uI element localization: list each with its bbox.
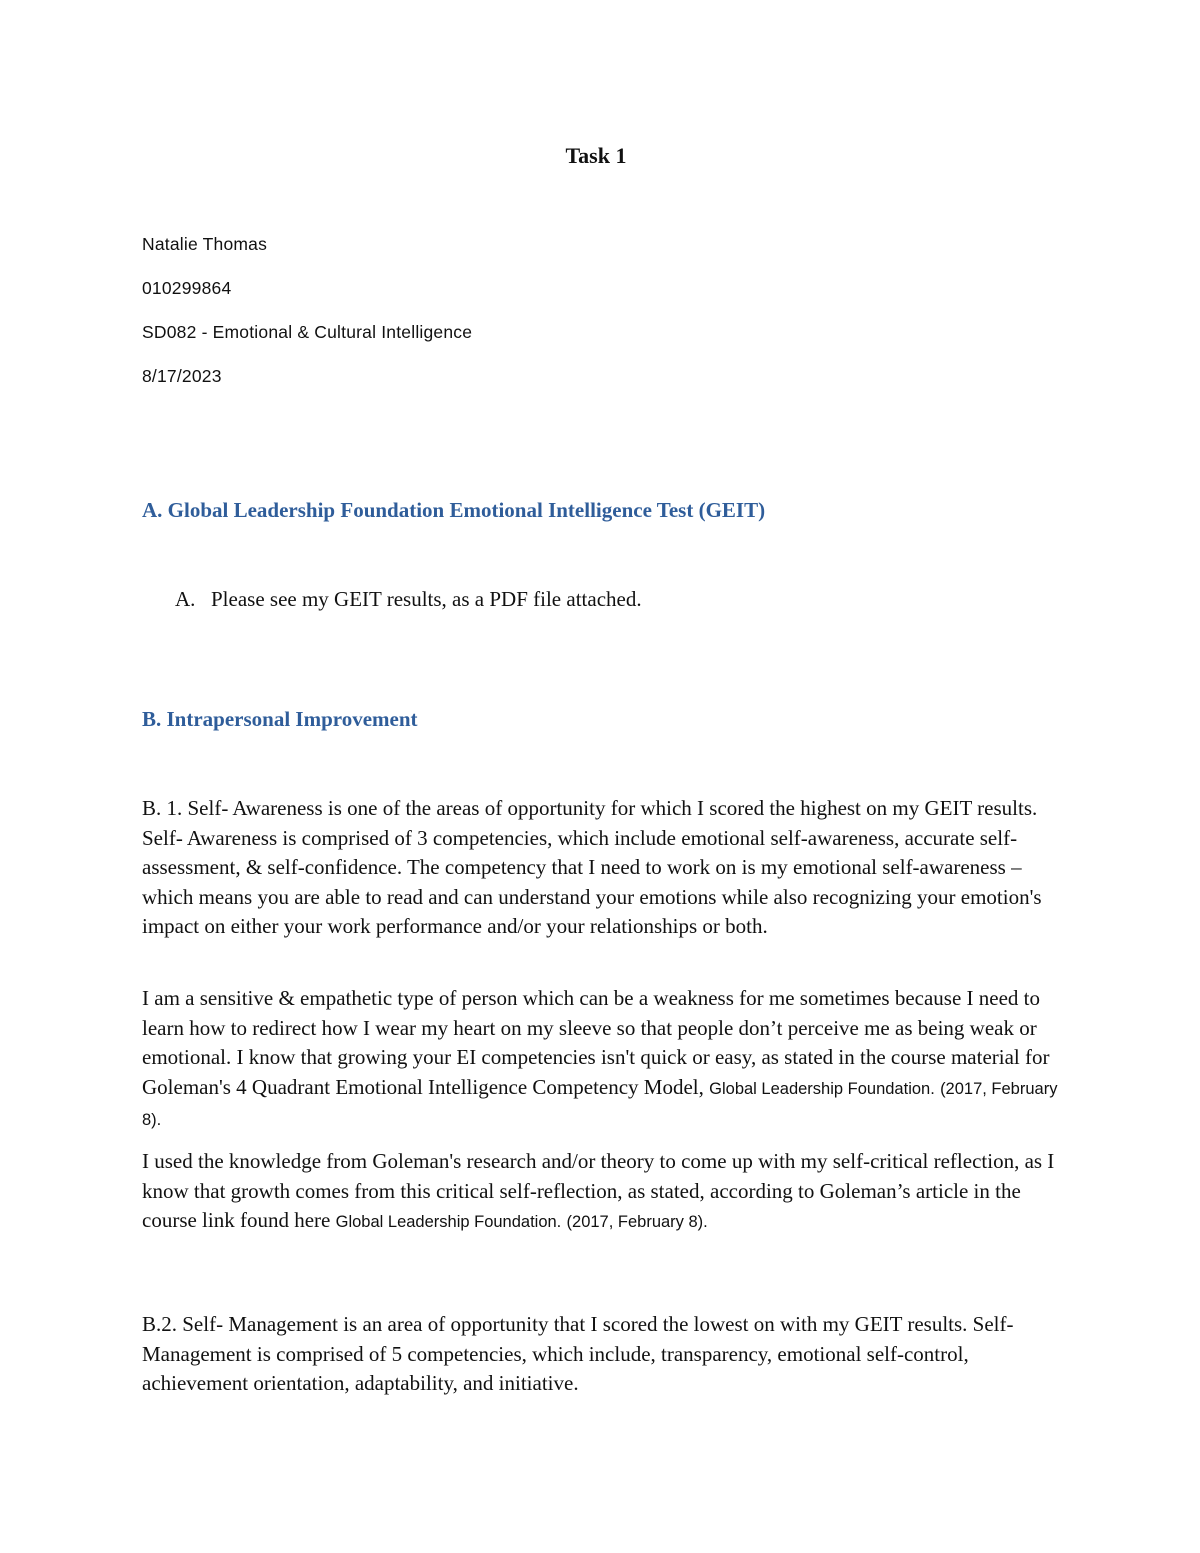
paragraph-text: I used the knowledge from Goleman's research and/or theory to come up with my self-critical reflection, as I know that growth comes from this critical self-reflection, as stated, according to Goleman’s article in the course link found here [142, 1149, 1055, 1232]
section-a-list-item [175, 587, 642, 612]
student-id: 010299864 [142, 278, 232, 298]
submission-date: 8/17/2023 [142, 366, 222, 386]
citation-source: Global Leadership Foundation. [335, 1213, 562, 1231]
citation-source: Global Leadership Foundation. [709, 1079, 935, 1098]
document-title: Task 1 [565, 143, 627, 168]
paragraph-text: I am a sensitive & empathetic type of person which can be a weakness for me sometimes because I need to learn how to redirect how I wear my heart on my sleeve so that people don’t perceive me as being weak or emotional. I know that growing your EI competencies isn't quick or easy, as stated in the course material for Goleman's 4 Quadrant Emotional Intelligence Competency Model, [142, 986, 1050, 1099]
section-b-heading: B. Intrapersonal Improvement [142, 707, 418, 731]
paragraph-self-awareness: B. 1. Self- Awareness is one of the areas of opportunity for which I scored the highest on my GEIT results. Self- Awareness is comprised of 3 competencies, which include emotional self-awareness, accurate self-assessment, & self-confidence. The competency that I need to work on is my emotional self-awareness – which means you are able to read and can understand your emotions while also recognizing your emotion's impact on either your work performance and/or your relationships or both. [142, 796, 1042, 938]
paragraph-reflection [142, 1147, 1062, 1238]
citation-date: (2017, February 8). [566, 1213, 708, 1231]
paragraph-sensitivity [142, 984, 1062, 1136]
course-name: SD082 - Emotional & Cultural Intelligence [142, 322, 473, 342]
list-item-text: Please see my GEIT results, as a PDF file attached. [211, 587, 642, 611]
author-name: Natalie Thomas [142, 234, 268, 254]
list-marker: A. [175, 587, 196, 611]
citation-date: (2017, February 8). [142, 1079, 1058, 1129]
section-a-heading: A. Global Leadership Foundation Emotional Intelligence Test (GEIT) [142, 498, 766, 522]
paragraph-self-management: B.2. Self- Management is an area of opportunity that I scored the lowest on with my GEIT results. Self-Management is comprised of 5 competencies, which include, transparency, emotional self-control, achievement orientation, adaptability, and initiative. [142, 1312, 1014, 1395]
